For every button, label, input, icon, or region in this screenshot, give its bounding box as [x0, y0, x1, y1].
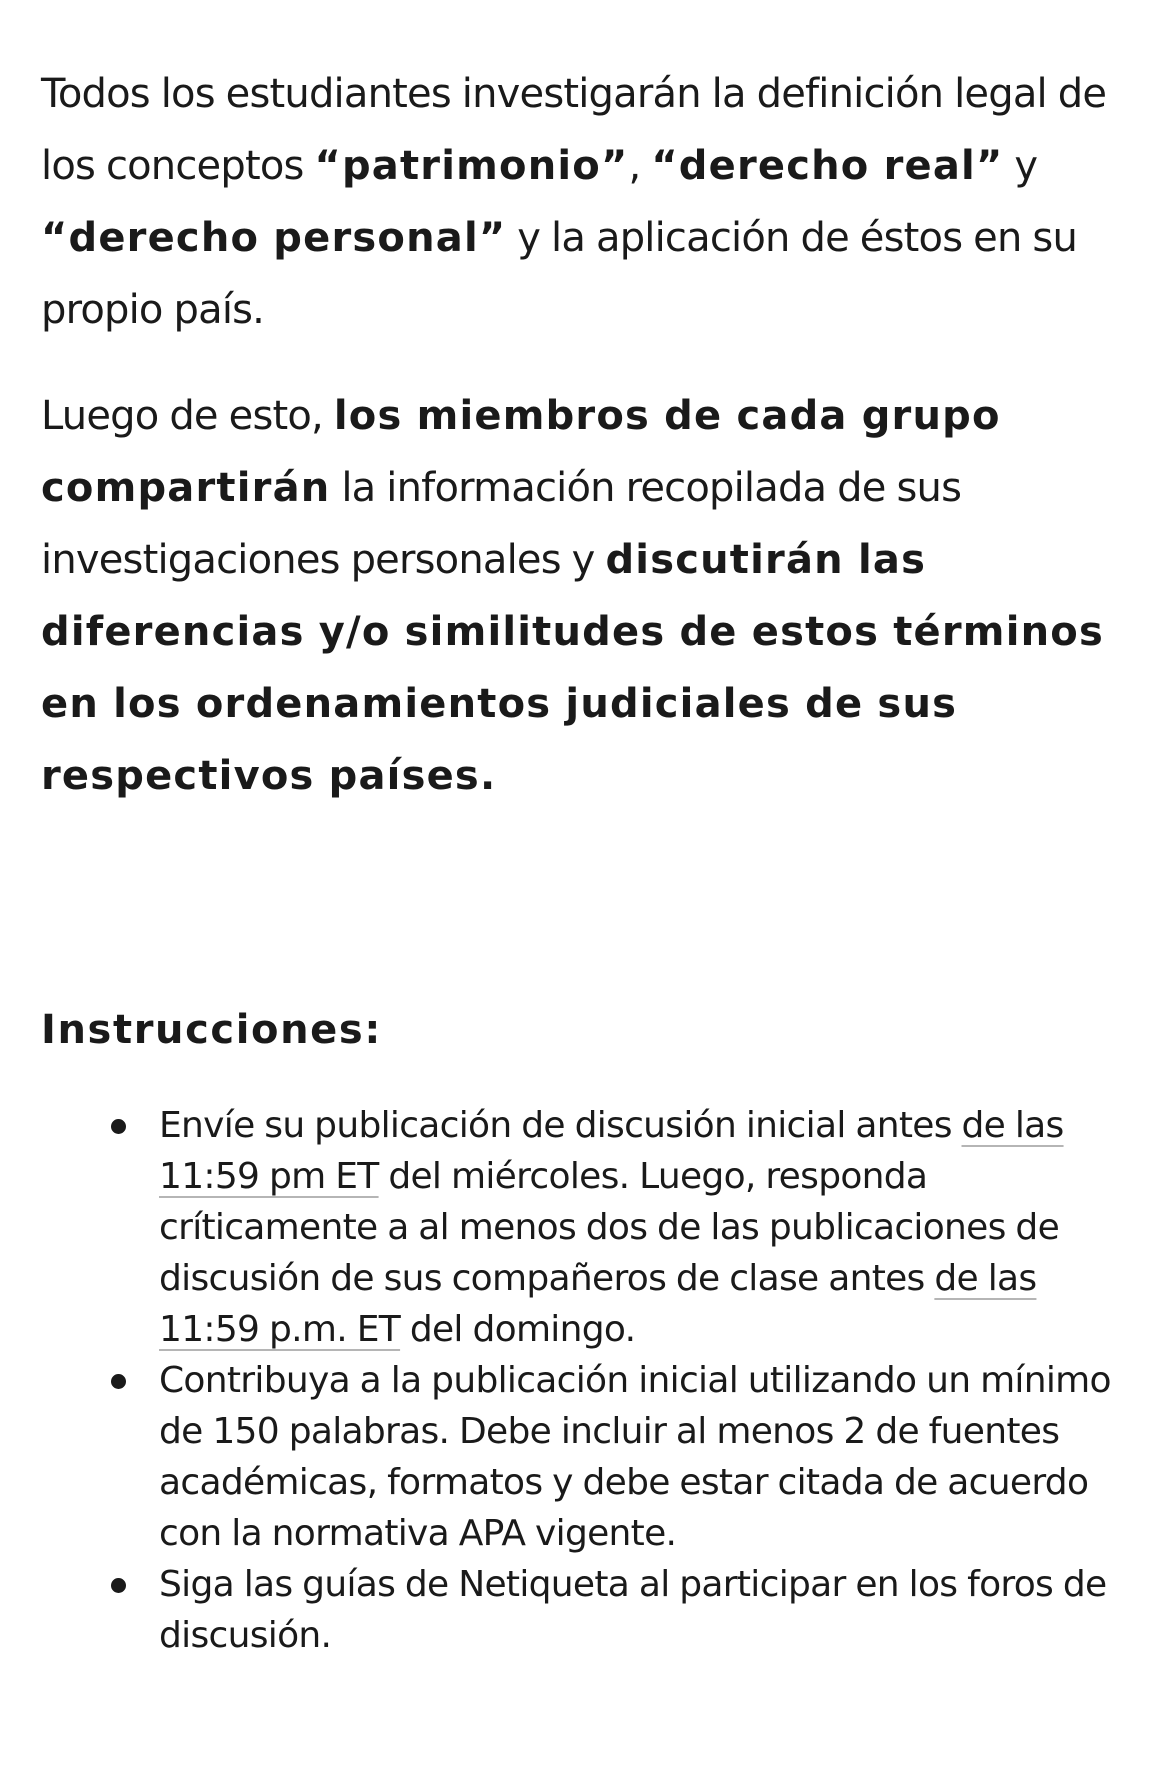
term-derecho-real: “derecho real”: [651, 143, 1004, 189]
deadline-sunday-link[interactable]: de las 11:59 p.m. ET: [159, 1258, 1037, 1350]
term-derecho-personal: “derecho personal”: [41, 215, 507, 261]
discussion-lead: Luego de esto,: [41, 393, 334, 439]
instruction-text: Envíe su publicación de discusión inicial antes: [159, 1105, 962, 1146]
instructions-list: [41, 1100, 1122, 1661]
intro-text: Todos los estudiantes investigarán la definición legal de los conceptos: [41, 71, 1107, 189]
discussion-emphasis-discuss: discutirán las diferencias y/o similitudes de estos términos en los ordenamientos judiciales de sus respectivos países.: [41, 537, 1104, 799]
instruction-text: Siga las guías de Netiqueta al participar en los foros de discusión.: [159, 1564, 1107, 1656]
instruction-text: del domingo.: [400, 1309, 636, 1350]
intro-conjunction: y: [1003, 143, 1038, 189]
instruction-item-netiquette: [159, 1559, 1122, 1661]
discussion-middle: la información recopilada de sus investigaciones personales y: [41, 465, 962, 583]
deadline-wednesday-link[interactable]: de las 11:59 pm ET: [159, 1105, 1064, 1197]
discussion-emphasis-share: los miembros de cada grupo compartirán: [41, 393, 1001, 511]
intro-separator: ,: [628, 143, 652, 189]
instructions-heading: Instrucciones:: [41, 1007, 382, 1053]
bullet-icon: [111, 1578, 126, 1593]
bullet-icon: [111, 1119, 126, 1134]
instruction-item-deadlines: [159, 1100, 1122, 1355]
instruction-item-word-count: [159, 1355, 1122, 1559]
discussion-paragraph: [41, 380, 1122, 812]
instruction-text: del miércoles. Luego, responda críticamente a al menos dos de las publicaciones de discusión de sus compañeros de clase antes: [159, 1156, 1060, 1299]
instruction-text: Contribuya a la publicación inicial utilizando un mínimo de 150 palabras. Debe incluir al menos 2 de fuentes académicas, formatos y debe estar citada de acuerdo con la normativa APA vigente.: [159, 1360, 1111, 1554]
intro-paragraph: [41, 58, 1122, 346]
bullet-icon: [111, 1374, 126, 1389]
intro-ending: y la aplicación de éstos en su propio país.: [41, 215, 1078, 333]
term-patrimonio: “patrimonio”: [314, 143, 629, 189]
